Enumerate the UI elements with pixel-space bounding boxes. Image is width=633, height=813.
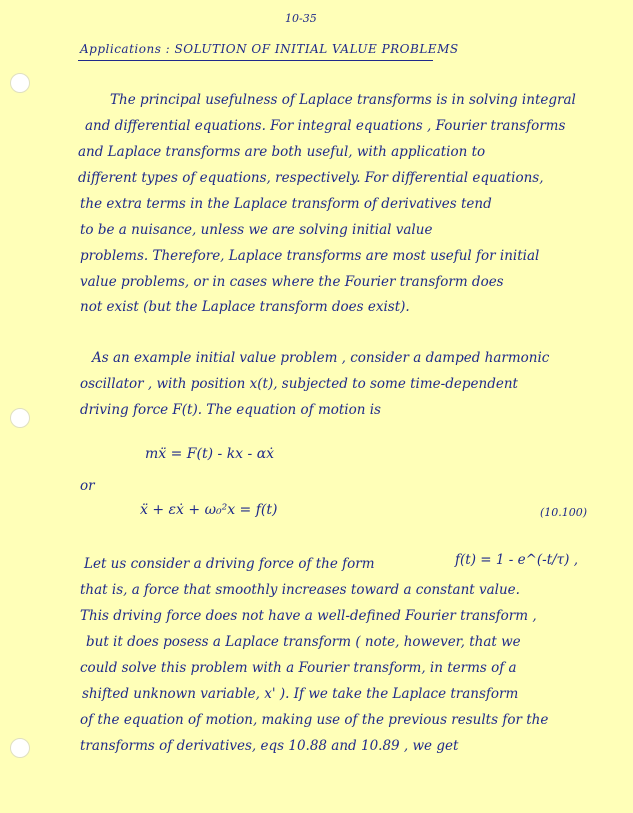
page-number: 10-35 xyxy=(285,12,317,25)
normalized-equation: ẍ + εẋ + ω₀²x = f(t) xyxy=(140,502,278,518)
paragraph3-line: shifted unknown variable, x' ). If we take the Laplace transform xyxy=(82,686,519,702)
paragraph3-line: could solve this problem with a Fourier transform, in terms of a xyxy=(80,660,517,676)
paragraph1-line: to be a nuisance, unless we are solving initial value xyxy=(80,222,433,238)
paragraph3-line: This driving force does not have a well-defined Fourier transform , xyxy=(80,608,537,624)
paragraph3-line: of the equation of motion, making use of the previous results for the xyxy=(80,712,549,728)
binder-hole xyxy=(10,73,30,93)
paragraph2-line: As an example initial value problem , consider a damped harmonic xyxy=(92,350,550,366)
driving-force-formula: f(t) = 1 - e^(-t/τ) , xyxy=(455,552,579,568)
section-heading: Applications : SOLUTION OF INITIAL VALUE PROBLEMS xyxy=(80,42,459,56)
paragraph1-line: problems. Therefore, Laplace transforms are most useful for initial xyxy=(80,248,540,264)
paragraph3-line: but it does posess a Laplace transform ( note, however, that we xyxy=(86,634,521,650)
paragraph1-line: and differential equations. For integral equations , Fourier transforms xyxy=(85,118,566,134)
binder-hole xyxy=(10,408,30,428)
binder-hole xyxy=(10,738,30,758)
paragraph1-line: the extra terms in the Laplace transform of derivatives tend xyxy=(80,196,492,212)
paragraph1-line: not exist (but the Laplace transform does exist). xyxy=(80,299,410,315)
paragraph3-line: that is, a force that smoothly increases toward a constant value. xyxy=(80,582,520,598)
or-label: or xyxy=(80,478,95,494)
paragraph2-line: oscillator , with position x(t), subjected to some time-dependent xyxy=(80,376,518,392)
equation-number: (10.100) xyxy=(540,506,588,519)
paragraph2-line: driving force F(t). The equation of motion is xyxy=(80,402,381,418)
equation-of-motion: mẍ = F(t) - kx - αẋ xyxy=(145,446,275,462)
paragraph1-line: value problems, or in cases where the Fourier transform does xyxy=(80,274,504,290)
paragraph1-line: The principal usefulness of Laplace transforms is in solving integral xyxy=(110,92,576,108)
heading-underline xyxy=(78,60,433,61)
paragraph3-lead: Let us consider a driving force of the form xyxy=(84,556,375,572)
paragraph3-line: transforms of derivatives, eqs 10.88 and 10.89 , we get xyxy=(80,738,459,754)
paragraph1-line: different types of equations, respectively. For differential equations, xyxy=(78,170,544,186)
paragraph1-line: and Laplace transforms are both useful, with application to xyxy=(78,144,486,160)
